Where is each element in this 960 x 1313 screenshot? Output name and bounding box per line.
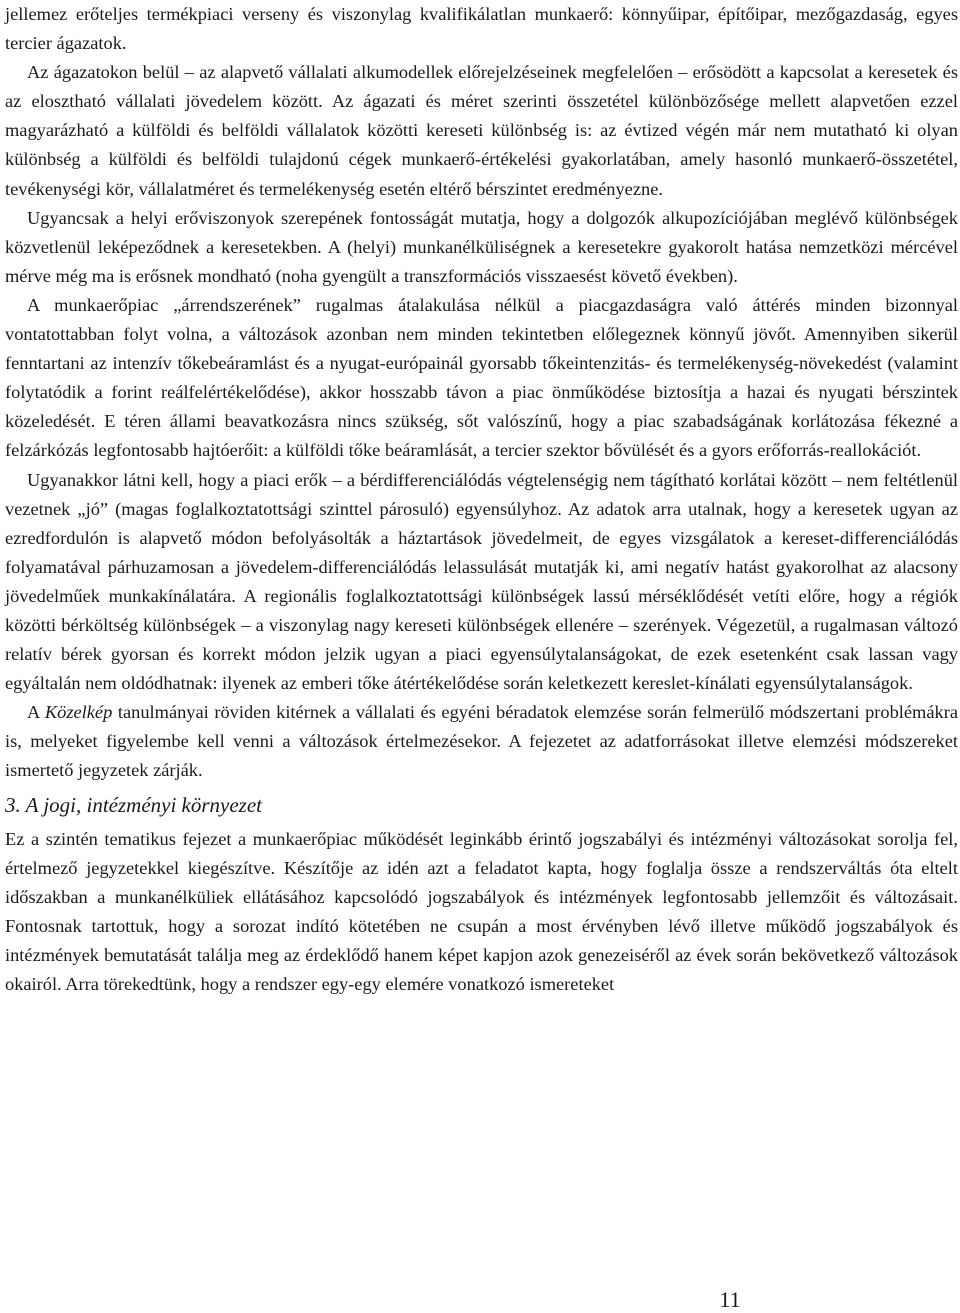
paragraph-bargaining-models: Az ágazatokon belül – az alapvető vállalati alkumodellek előrejelzéseinek megfelelően – erősödött a kapcsolat a keresetek és az elosztható vállalati jövedelem között. Az ágazati és méret szerinti összetétel különbözősége mellett alapvetően ezzel magyarázható a külföldi és belföldi vállalatok közötti kereseti különbség is: az évtized végén már nem mutatható ki olyan különbség a külföldi és belföldi tulajdonú cégek munkaerő-értékelési gyakorlatában, amely hasonló munkaerő-összetétel, tevékenységi kör, vállalatméret és termelékenység esetén eltérő bérszintet eredményezne.: [5, 62, 958, 199]
paragraph-legal-environment: Ez a szintén tematikus fejezet a munkaerőpiac működését leginkább érintő jogszabályi és intézményi változásokat sorolja fel, értelmező jegyzetekkel kiegészítve. Készítője az idén azt a feladatot kapta, hogy foglalja össze a rendszerváltás óta eltelt időszakban a munkanélküliek ellátásához kapcsolódó jogszabályok és intézmények legfontosabb jellemzőit és változásait. Fontosnak tartottuk, hogy a sorozat indító kötetében ne csupán a most érvényben lévő illetve működő jogszabályok és intézmények bemutatását találja meg az érdeklődő hanem képet kapjon azok genezeiséről az évek során bekövetkező változások okairól. Arra törekedtünk, hogy a rendszer egy-egy elemére vonatkozó ismereteket: [5, 828, 958, 994]
section-heading: 3. A jogi, intézményi környezet: [5, 792, 263, 817]
paragraph-price-system: A munkaerőpiac „árrendszerének” rugalmas átalakulása nélkül a piacgazdaságra való áttérés minden bizonnyal vontatottabban folyt volna, a változások azonban nem minden tekintetben előlegeznek könnyű jövőt. Amennyiben sikerül fenntartani az intenzív tőkebeáramlást és a nyugat-európainál gyorsabb tőkeintenzitás- és termelékenység-növekedést (valamint folytatódik a forint reálfelértékelődése), akkor hosszabb távon a piac önműködése biztosítja a hazai és nyugati bérszintek közeledését. E téren állami beavatkozásra nincs szükség, sőt valószínű, hogy a piac szabadságának korlátozása fékezné a felzárkózás legfontosabb hajtóerőit: a külföldi tőke beáramlását, a tercier szektor bővülését és a gyors erőforrás-reallokációt.: [5, 294, 958, 461]
kozelkep-suffix: tanulmányai röviden kitérnek a vállalati és egyéni béradatok elemzése során felmerülő módszertani problémákra is, melyeket figyelembe kell venni a változások értelmezésekor. A fejezetet az adatforrásokat illetve elemzési módszereket ismertető jegyzetek zárják.: [5, 702, 958, 781]
paragraph-continuation: jellemez erőteljes termékpiaci verseny és viszonylag kvalifikálatlan munkaerő: könnyűipar, építőipar, mezőgazdaság, egyes tercier ágazatok.: [5, 4, 958, 54]
kozelkep-prefix: A: [27, 702, 45, 723]
paragraph-kozelkep: [5, 698, 958, 785]
page-number: 11: [719, 1287, 741, 1312]
paragraph-market-forces: Ugyanakkor látni kell, hogy a piaci erők – a bérdifferenciálódás végtelenségig nem tágítható korlátai között – nem feltétlenül vezetnek „jó” (magas foglalkoztatottsági szinttel párosuló) egyensúlyhoz. Az adatok arra utalnak, hogy a keresetek ugyan az ezredfordulón is alapvető módon befolyásolták a háztartások jövedelmeit, de egyes vizsgálatok a kereset-differenciálódás folyamatával párhuzamosan a jövedelem-differenciálódás lelassulását mutatják ki, ami negatív hatást gyakorolhat az alacsony jövedelműek munkakínálatára. A regionális foglalkoztatottsági különbségek lassú mérséklődését vetíti előre, hogy a régiók közötti bérköltség különbségek – a viszonylag nagy kereseti különbségek ellenére – szerények. Végezetül, a rugalmasan változó relatív bérek gyorsan és korrekt módon jelzik ugyan a piaci egyensúlytalanságokat, de ezek esetenként csak lassan vagy egyáltalán nem oldódhatnak: ilyenek az emberi tőke átértékelődése során keletkezett kereslet-kínálati egyensúlytalanságok.: [5, 469, 958, 694]
document-page: [5, 0, 958, 999]
kozelkep-title: Közelkép: [44, 702, 113, 723]
paragraph-local-power: Ugyancsak a helyi erőviszonyok szerepének fontosságát mutatja, hogy a dolgozók alkupozíciójában meglévő különbségek közvetlenül leképeződnek a keresetekben. A (helyi) munkanélküliségnek a keresetekre gyakorolt hatása nemzetközi mércével mérve még ma is erősnek mondható (noha gyengült a transzformációs visszaesést követő években).: [5, 207, 958, 286]
